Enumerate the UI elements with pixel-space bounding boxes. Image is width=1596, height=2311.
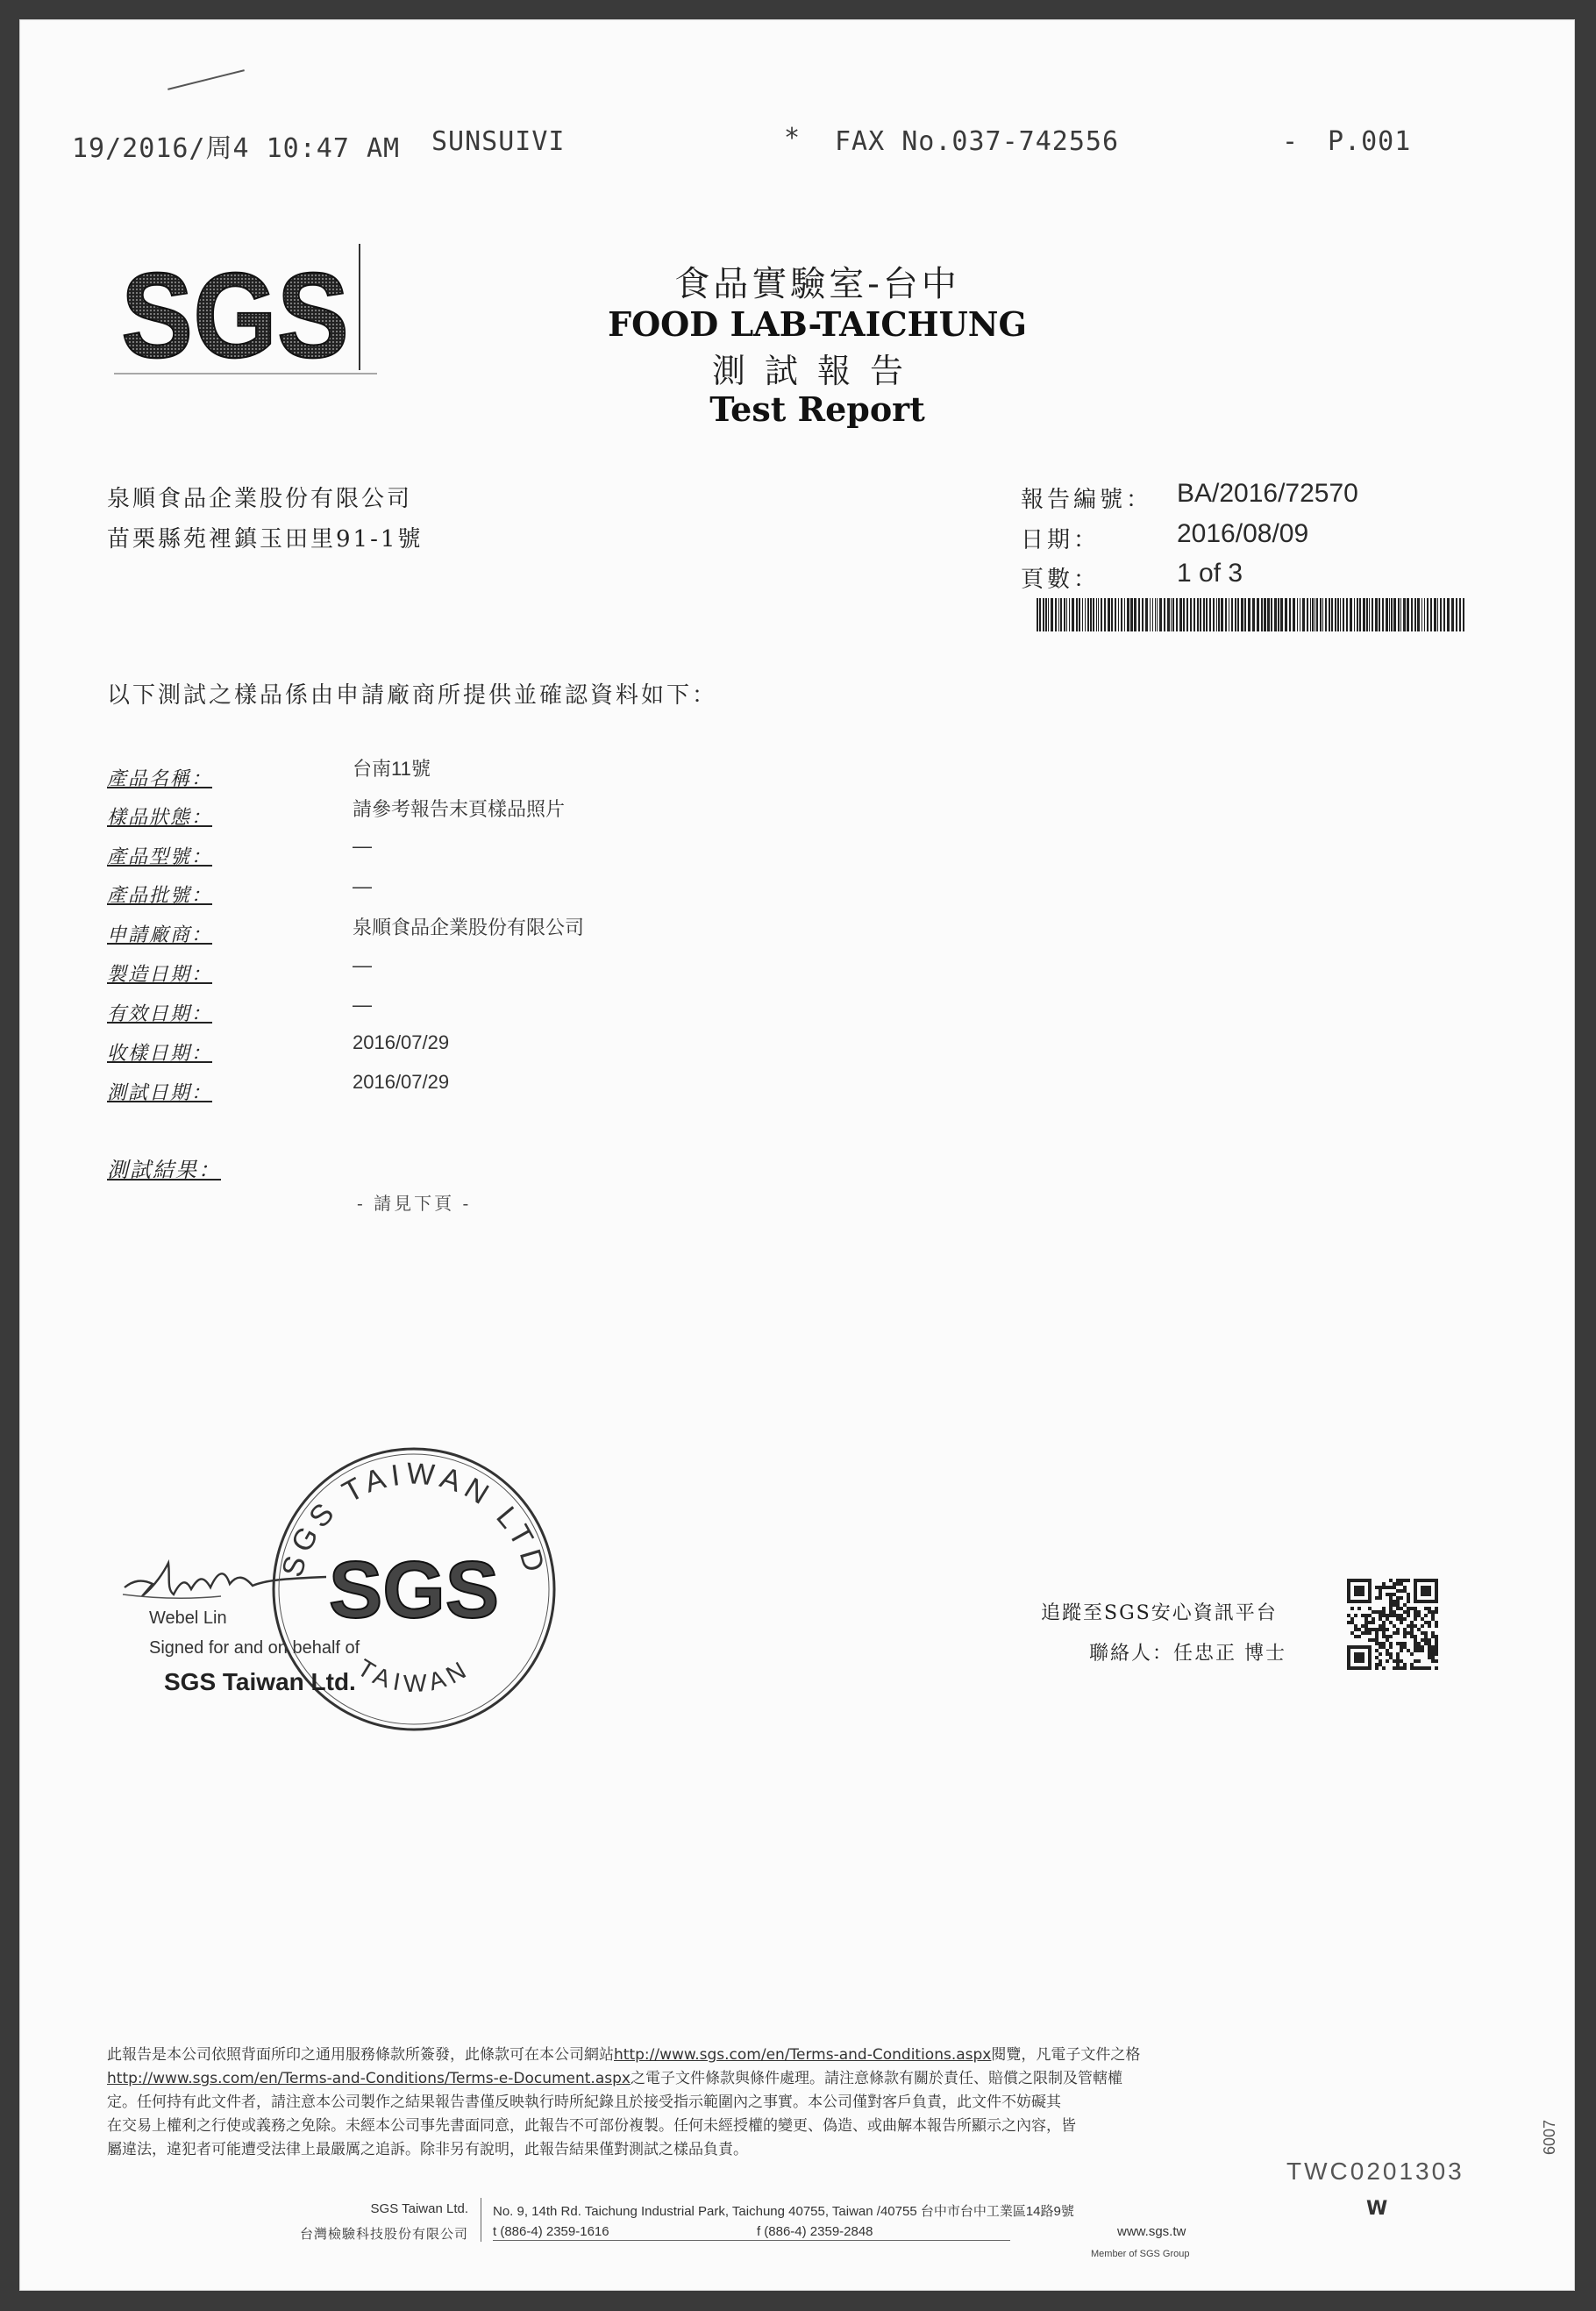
report-date-value: 2016/08/09 — [1177, 519, 1309, 548]
terms-link-1[interactable]: http://www.sgs.com/en/Terms-and-Conditions.aspx — [614, 2046, 992, 2064]
footer-company-zh: 台灣檢驗科技股份有限公司 — [299, 2226, 468, 2242]
field-label-product-name: 產品名稱： — [107, 768, 213, 790]
pen-mark — [167, 69, 245, 90]
footer-phones — [493, 2224, 873, 2239]
footer-address: No. 9, 14th Rd. Taichung Industrial Park, Taichung 40755, Taiwan /40755 台中市台中工業區14路9號 — [493, 2204, 1074, 2219]
footer-mark: W — [1366, 2198, 1388, 2220]
svg-text:SGS TAIWAN LTD: SGS TAIWAN LTD — [275, 1457, 552, 1581]
signatory-company: SGS Taiwan Ltd. — [164, 1668, 356, 1695]
client-address: 苗栗縣苑裡鎮玉田里91-1號 — [107, 526, 424, 553]
side-number: 6007 — [1541, 2119, 1558, 2155]
terms-and-conditions: 此報告是本公司依照背面所印之通用服務條款所簽發，此條款可在本公司網站http://www.sgs.com/en/Terms-and-Conditions.aspx閱覽，凡電子文件之格 http://www.sgs.com/en/Terms-and-Conditions/Terms-e-Document.aspx之電子文件條款與條件處理。請注意條款有關於責任、賠償之限制及管轄權 定。任何持有此文件者，請注意本公司製作之結果報告書僅反映執行時所紀錄且於接受指示範圍內之事實。本公司僅對客戶負責，此文件不妨礙其 在交易上權利之行使或義務之免除。未經本公司事先書面同意，此報告不可部份複製。任何未經授權的變更、偽造、或曲解本報告所顯示之內容，皆 屬違法，違犯者可能遭受法律上最嚴厲之追訴。除非另有說明，此報告結果僅對測試之樣品負責。 — [107, 2046, 1141, 2158]
fax-number: FAX No.037-742556 — [835, 126, 1120, 157]
field-label-model: 產品型號： — [107, 846, 213, 868]
field-value-received-date: 2016/07/29 — [353, 1031, 450, 1053]
lab-title-zh: 食品實驗室-台中 — [674, 264, 960, 304]
svg-text:SGS: SGS — [328, 1545, 500, 1635]
document-code: TWC0201303 — [1286, 2158, 1464, 2185]
report-number-value: BA/2016/72570 — [1177, 479, 1358, 508]
field-value-applicant: 泉順食品企業股份有限公司 — [353, 917, 585, 938]
barcode — [1037, 598, 1466, 631]
sgs-logo — [114, 239, 377, 379]
intro-text: 以下測試之樣品係由申請廠商所提供並確認資料如下： — [107, 682, 718, 709]
fax-dash: - — [1282, 126, 1300, 157]
report-number-label: 報告編號： — [1021, 487, 1153, 513]
footer-phone: t (886-4) 2359-1616 — [493, 2224, 609, 2239]
test-results-label: 測試結果： — [107, 1158, 221, 1182]
footer-underline — [493, 2240, 1010, 2241]
svg-text:TAIWAN: TAIWAN — [353, 1653, 475, 1698]
report-date-label: 日期： — [1021, 527, 1101, 553]
field-label-mfg-date: 製造日期： — [107, 964, 213, 986]
field-label-sample-status: 樣品狀態： — [107, 807, 213, 829]
page-count-value: 1 of 3 — [1177, 559, 1243, 588]
client-name: 泉順食品企業股份有限公司 — [107, 486, 413, 512]
qr-contact: 聯絡人：任忠正 博士 — [1089, 1643, 1286, 1665]
lab-title-en: FOOD LAB-TAICHUNG — [608, 304, 1027, 344]
field-value-batch: — — [353, 875, 372, 897]
qr-caption: 追蹤至SGS安心資訊平台 — [1041, 1602, 1278, 1624]
field-label-applicant: 申請廠商： — [107, 924, 213, 946]
footer-company-en: SGS Taiwan Ltd. — [370, 2201, 468, 2216]
footer-website[interactable]: www.sgs.tw — [1117, 2224, 1186, 2239]
field-value-model: — — [353, 835, 372, 857]
field-label-expiry-date: 有效日期： — [107, 1003, 213, 1025]
fax-sender: SUNSUIVI — [431, 126, 566, 157]
field-value-product-name: 台南11號 — [353, 758, 431, 780]
fax-page: P.001 — [1328, 126, 1412, 157]
qr-code[interactable] — [1347, 1579, 1438, 1670]
fax-star: * — [784, 123, 802, 153]
report-title-en: Test Report — [709, 389, 925, 429]
footer-member-note: Member of SGS Group — [1091, 2249, 1190, 2259]
report-page — [19, 19, 1575, 2291]
signatory-role: Signed for and on behalf of — [149, 1638, 360, 1658]
field-value-sample-status: 請參考報告末頁樣品照片 — [353, 798, 566, 820]
field-value-expiry-date: — — [353, 994, 372, 1016]
svg-text:SGS: SGS — [121, 248, 349, 379]
signatory-name: Webel Lin — [149, 1608, 227, 1628]
fax-datetime: 19/2016/周4 10:47 AM — [72, 133, 401, 164]
report-title-zh: 測試報告 — [711, 352, 923, 390]
field-label-test-date: 測試日期： — [107, 1082, 213, 1104]
page-count-label: 頁數： — [1021, 567, 1101, 593]
footer-fax: f (886-4) 2359-2848 — [756, 2224, 873, 2239]
field-label-received-date: 收樣日期： — [107, 1043, 213, 1065]
field-label-batch: 產品批號： — [107, 885, 213, 907]
field-value-mfg-date: — — [353, 954, 372, 976]
continued-note: - 請見下頁 - — [357, 1193, 472, 1214]
terms-link-2[interactable]: http://www.sgs.com/en/Terms-and-Conditions/Terms-e-Document.aspx — [107, 2070, 631, 2087]
field-value-test-date: 2016/07/29 — [353, 1071, 450, 1093]
